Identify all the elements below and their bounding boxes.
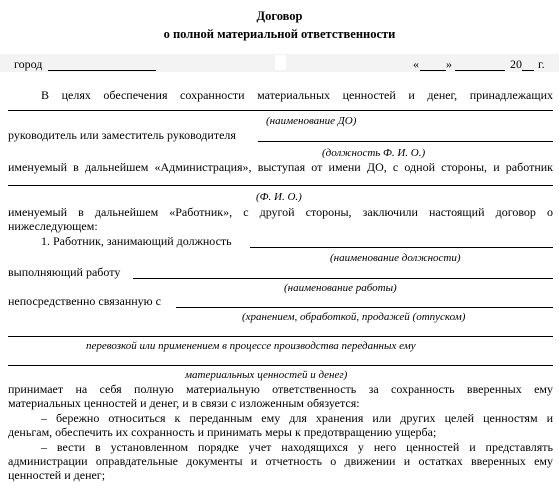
year-prefix: 20 — [510, 57, 522, 71]
document-subtitle: о полной материальной ответственности — [163, 27, 396, 41]
work-field[interactable] — [133, 278, 553, 279]
item1-label: 1. Работник, занимающий должность — [41, 234, 232, 248]
duty2-line-2: администрации оправдательные документы и отчетность о движении и остатках вверенных ему — [8, 454, 553, 468]
head-label: руководитель или заместитель руководителя — [8, 128, 236, 142]
duty1-line-2: деньгам, обеспечить их сохранность и принимать меры к предотвращению ущерба; — [8, 425, 437, 439]
intro-text: В целях обеспечения сохранности материальных ценностей и денег, принадлежащих — [41, 88, 553, 102]
duty2-line-1: – вести в установленном порядке учет находящихся у него ценностей и представлять — [41, 440, 553, 454]
related-label: непосредственно связанную с — [8, 294, 161, 308]
city-field[interactable] — [48, 70, 156, 71]
date-quote-open: « — [413, 57, 419, 71]
hint-position-fio: (должность Ф. И. О.) — [322, 147, 426, 159]
day-field[interactable] — [420, 70, 446, 71]
blank-box — [275, 55, 286, 70]
hint-transport: перевозкой или применением в процессе производства переданных ему — [86, 340, 416, 352]
related-field-3[interactable] — [8, 365, 553, 366]
hint-fio: (Ф. И. О.) — [256, 191, 302, 203]
accepts-line-2: материальных ценностей и денег, и в связи с изложенным обязуется: — [8, 396, 360, 410]
org-name-field[interactable] — [8, 110, 553, 111]
worker-line: именуемый в дальнейшем «Работник», с другой стороны, заключили настоящий договор о — [8, 205, 553, 219]
related-field-2[interactable] — [8, 336, 553, 337]
hint-work-name: (наименование работы) — [284, 282, 397, 294]
related-field[interactable] — [176, 307, 553, 308]
duty1-line-1: – бережно относиться к переданным ему для хранения или других целей ценностям и — [41, 411, 553, 425]
work-label: выполняющий работу — [8, 265, 121, 279]
hint-values: материальных ценностей и денег) — [185, 369, 348, 381]
city-label: город — [14, 57, 43, 71]
accepts-line-1: принимает на себя полную материальную ответственность за сохранность вверенных ему — [8, 382, 553, 396]
admin-line: именуемый в дальнейшем «Администрация», выступая от имени ДО, с одной стороны, и работник — [8, 160, 553, 174]
year-suffix: г. — [538, 57, 545, 71]
below-line: нижеследующем: — [8, 219, 98, 233]
month-field[interactable] — [455, 70, 505, 71]
hint-org: (наименование ДО) — [266, 115, 357, 127]
document-title: Договор — [256, 9, 303, 23]
duty2-line-3: ценностей и денег; — [8, 468, 106, 482]
hint-storage: (хранением, обработкой, продажей (отпуском) — [242, 311, 466, 323]
head-field[interactable] — [258, 141, 553, 142]
worker-name-field[interactable] — [8, 185, 553, 186]
year-field[interactable] — [522, 70, 534, 71]
date-quote-close: » — [446, 57, 452, 71]
position-field[interactable] — [250, 247, 553, 248]
hint-position-name: (наименование должности) — [330, 252, 461, 264]
